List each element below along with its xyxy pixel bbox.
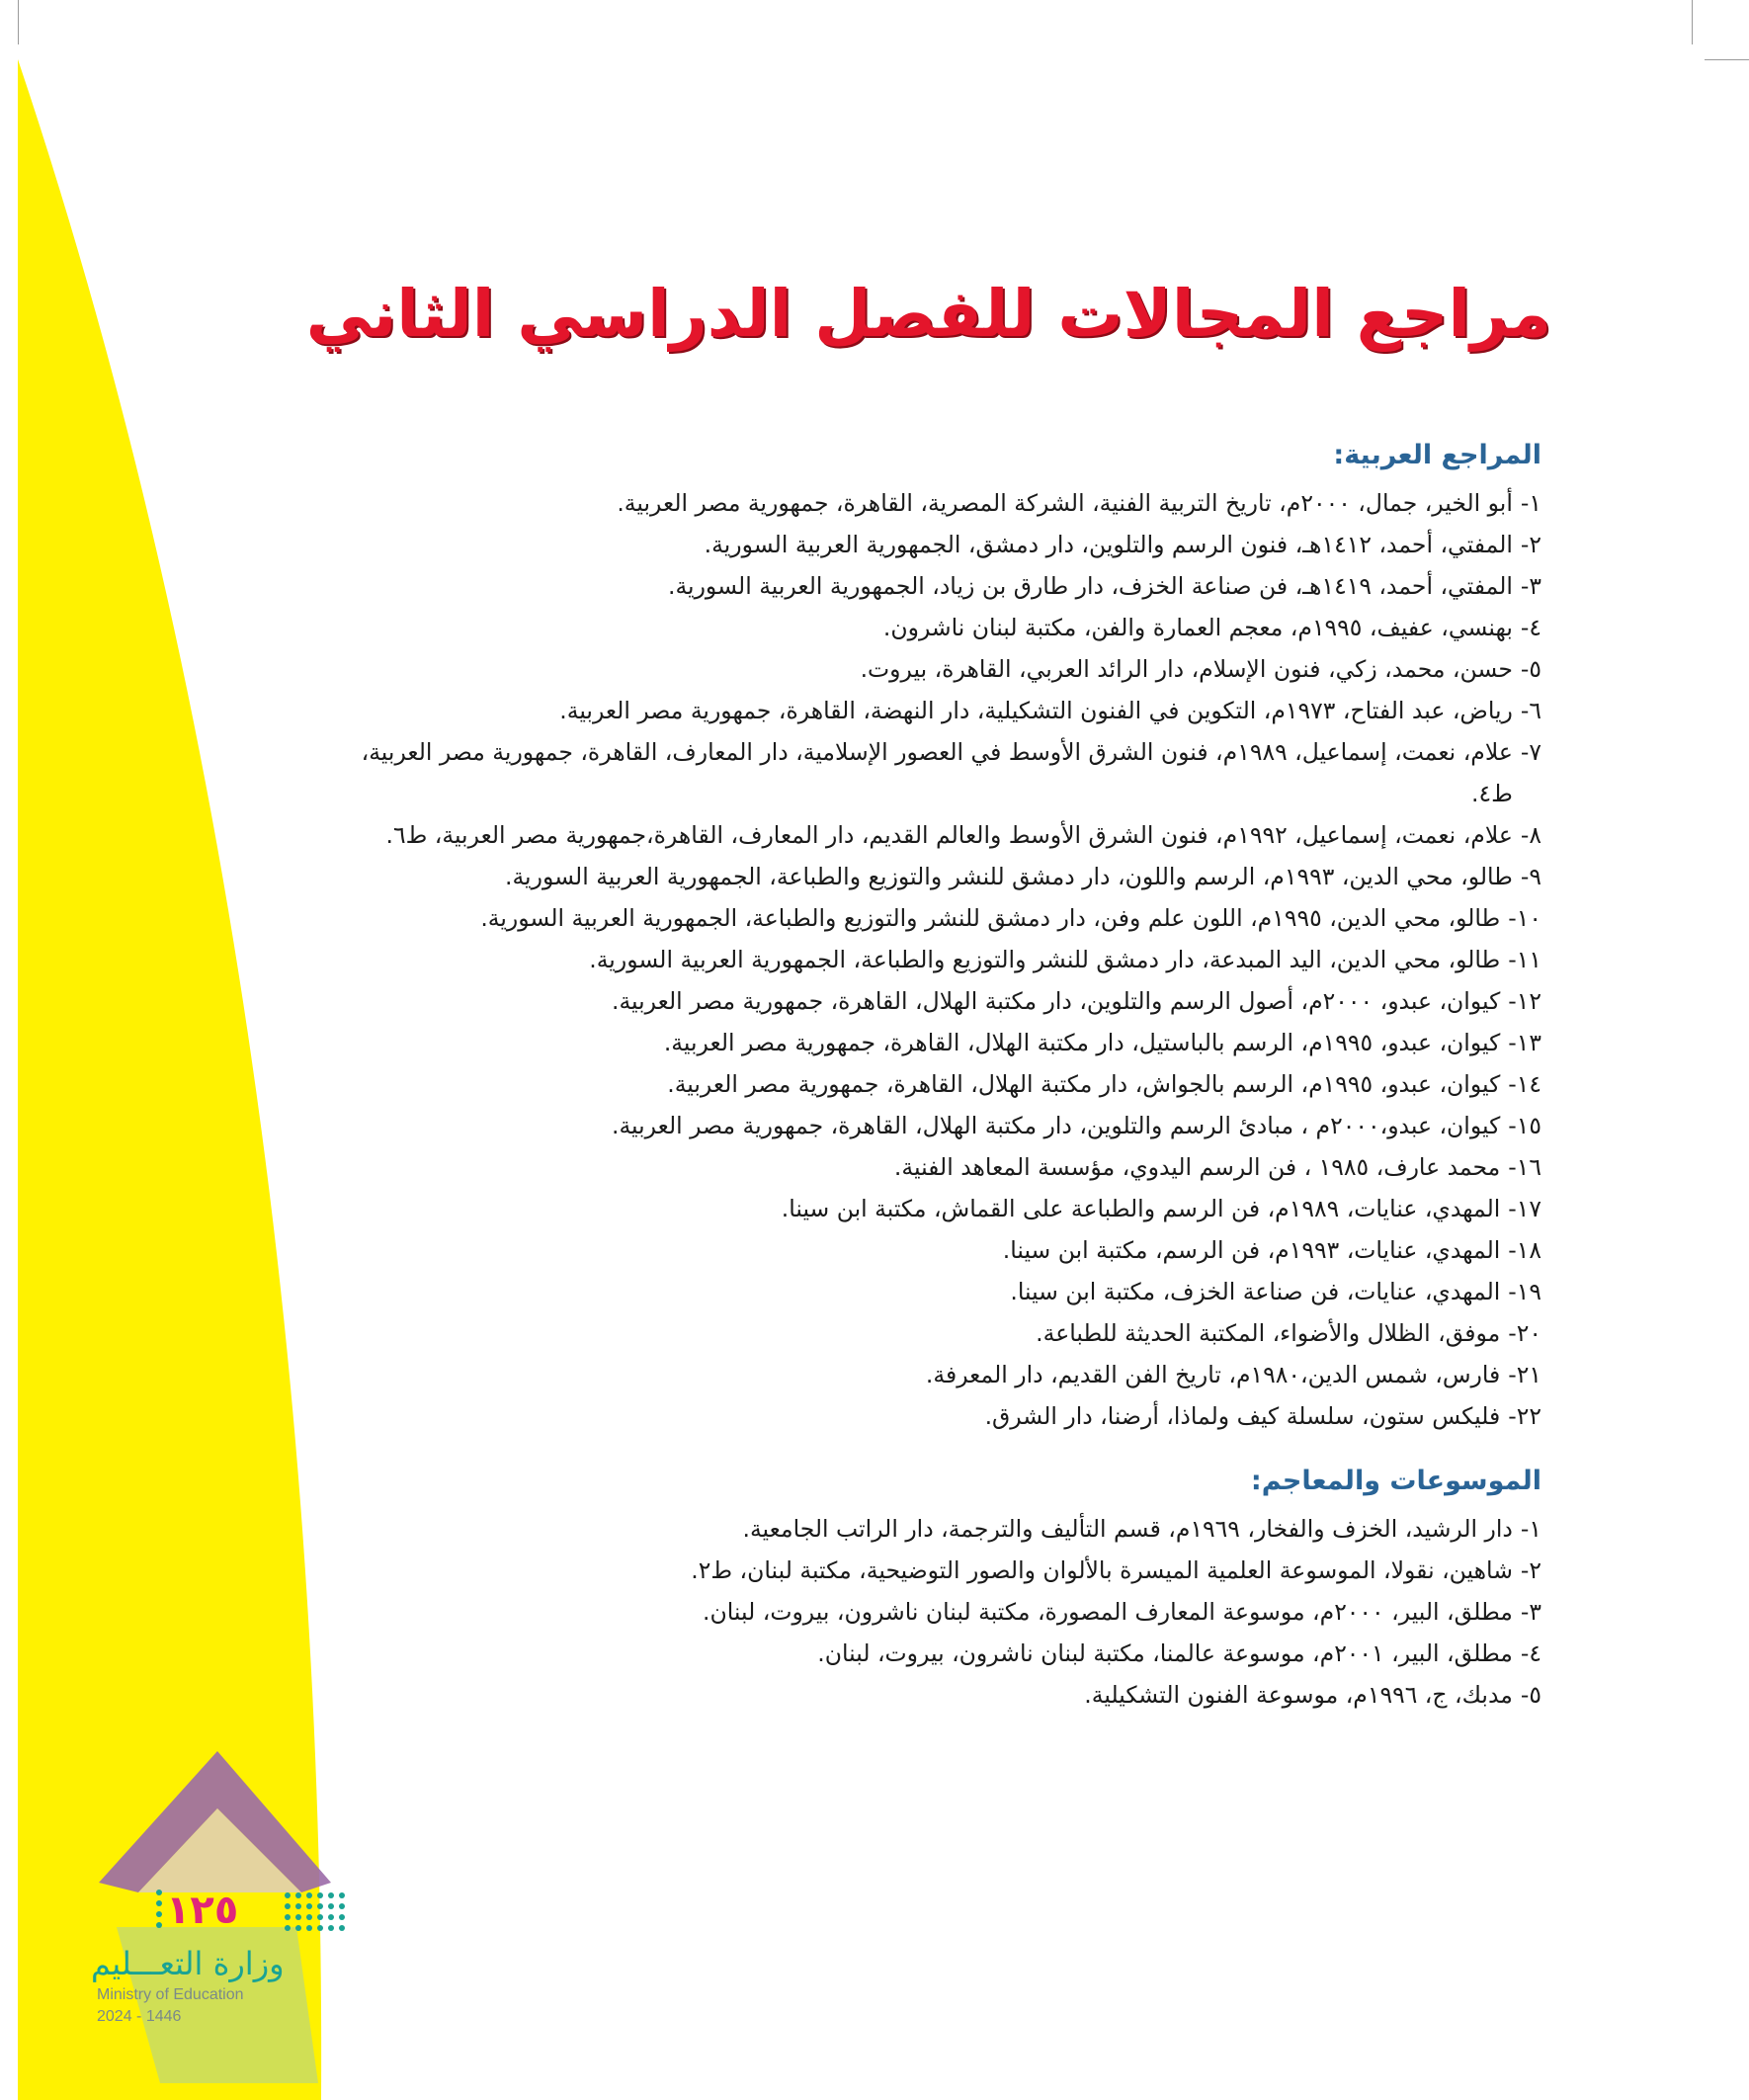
list-item-number: ٨- <box>1520 820 1541 849</box>
list-item-number: ٩- <box>1520 862 1541 890</box>
list-item-number: ٢٢- <box>1508 1401 1541 1430</box>
list-item-text: طالو، محي الدين، ١٩٩٣م، الرسم واللون، دار دمشق للنشر والتوزيع والطباعة، الجمهورية العربية السورية. <box>504 862 1513 890</box>
list-item-text: كيوان، عبدو، ٢٠٠٠م، أصول الرسم والتلوين، دار مكتبة الهلال، القاهرة، جمهورية مصر العربية. <box>611 986 1501 1015</box>
list-item-text: مطلق، البير، ٢٠٠٠م، موسوعة المعارف المصورة، مكتبة لبنان ناشرون، بيروت، لبنان. <box>703 1597 1513 1626</box>
list-item-text: رياض، عبد الفتاح، ١٩٧٣م، التكوين في الفنون التشكيلية، دار النهضة، القاهرة، جمهورية مصر العربية. <box>559 696 1513 724</box>
list-item <box>326 607 1541 648</box>
list-item-text: المهدي، عنايات، ١٩٩٣م، فن الرسم، مكتبة ابن سينا. <box>1002 1235 1501 1264</box>
logo-dot-column-icon <box>156 1890 162 1928</box>
list-item <box>326 1550 1541 1591</box>
list-item-number: ١٧- <box>1508 1194 1541 1222</box>
page-number: ١٢٥ <box>166 1888 239 1933</box>
list-item-text: المفتي، أحمد، ١٤١٢هـ، فنون الرسم والتلوين، دار دمشق، الجمهورية العربية السورية. <box>704 530 1513 558</box>
list-item-text: فارس، شمس الدين،١٩٨٠م، تاريخ الفن القديم، دار المعرفة. <box>925 1360 1501 1388</box>
list-item-text: شاهين، نقولا، الموسوعة العلمية الميسرة بالألوان والصور التوضيحية، مكتبة لبنان، ط٢. <box>691 1555 1513 1584</box>
list-item-number: ١٢- <box>1508 986 1541 1015</box>
list-item <box>326 856 1541 897</box>
list-item-text: طالو، محي الدين، اليد المبدعة، دار دمشق للنشر والتوزيع والطباعة، الجمهورية العربية السورية. <box>589 945 1501 973</box>
list-item-text: موفق، الظلال والأضواء، المكتبة الحديثة للطباعة. <box>1036 1318 1501 1347</box>
list-item-number: ١٨- <box>1508 1235 1541 1264</box>
list-item <box>326 1674 1541 1716</box>
list-item-text: كيوان، عبدو، ١٩٩٥م، الرسم بالجواش، دار مكتبة الهلال، القاهرة، جمهورية مصر العربية. <box>667 1069 1501 1098</box>
list-item-text: حسن، محمد، زكي، فنون الإسلام، دار الرائد العربي، القاهرة، بيروت. <box>860 654 1513 683</box>
list-item <box>326 939 1541 980</box>
year-label: 2024 - 1446 <box>97 2008 182 2025</box>
list-item-number: ١٤- <box>1508 1069 1541 1098</box>
list-item <box>326 980 1541 1022</box>
list-item-text: علام، نعمت، إسماعيل، ١٩٨٩م، فنون الشرق الأوسط في العصور الإسلامية، دار المعارف، القاهرة، جمهورية مصر العربية، ط٤. <box>361 737 1513 807</box>
list-item-number: ١٥- <box>1508 1111 1541 1139</box>
list-item-number: ٢١- <box>1508 1360 1541 1388</box>
yellow-leaf-band <box>18 59 321 2100</box>
list-item-number: ١- <box>1520 488 1541 517</box>
list-item <box>326 1395 1541 1437</box>
list-item-text: طالو، محي الدين، ١٩٩٥م، اللون علم وفن، دار دمشق للنشر والتوزيع والطباعة، الجمهورية العربية السورية. <box>480 903 1501 932</box>
section-arabic-references <box>326 437 1541 1437</box>
list-item <box>326 1508 1541 1550</box>
list-item-number: ٥- <box>1520 1680 1541 1709</box>
section-spacer <box>326 1437 1541 1463</box>
encyclopedias-list <box>326 1508 1541 1716</box>
list-item <box>326 1312 1541 1354</box>
page-title: مراجع المجالات للفصل الدراسي الثاني <box>305 276 1551 352</box>
list-item-number: ٢- <box>1520 530 1541 558</box>
references-content <box>326 437 1541 1716</box>
list-item-number: ٣- <box>1520 571 1541 600</box>
list-item-number: ٤- <box>1520 613 1541 641</box>
list-item <box>326 648 1541 690</box>
list-item-number: ٦- <box>1520 696 1541 724</box>
list-item-text: أبو الخير، جمال، ٢٠٠٠م، تاريخ التربية الفنية، الشركة المصرية، القاهرة، جمهورية مصر العربية. <box>617 488 1513 517</box>
list-item-text: مدبك، ج، ١٩٩٦م، موسوعة الفنون التشكيلية. <box>1084 1680 1513 1709</box>
list-item <box>326 1063 1541 1105</box>
list-item <box>326 524 1541 565</box>
list-item <box>326 1146 1541 1188</box>
list-item <box>326 897 1541 939</box>
list-item <box>326 814 1541 856</box>
section-heading-encyclopedias: الموسوعات والمعاجم: <box>1250 1465 1541 1496</box>
list-item-number: ٢٠- <box>1508 1318 1541 1347</box>
list-item-number: ٤- <box>1520 1638 1541 1667</box>
list-item-number: ١٩- <box>1508 1277 1541 1305</box>
section-encyclopedias <box>326 1463 1541 1716</box>
list-item-number: ١٦- <box>1508 1152 1541 1181</box>
list-item-number: ٧- <box>1520 737 1541 766</box>
list-item <box>326 1633 1541 1674</box>
list-item-text: المهدي، عنايات، فن صناعة الخزف، مكتبة ابن سينا. <box>1010 1277 1501 1305</box>
list-item <box>326 1022 1541 1063</box>
list-item-number: ١٠- <box>1508 903 1541 932</box>
list-item-number: ٣- <box>1520 1597 1541 1626</box>
list-item-text: دار الرشيد، الخزف والفخار، ١٩٦٩م، قسم التأليف والترجمة، دار الراتب الجامعية. <box>742 1514 1513 1543</box>
list-item <box>326 1354 1541 1395</box>
list-item <box>326 1188 1541 1229</box>
logo-dot-grid-icon <box>285 1892 345 1931</box>
list-item-number: ٥- <box>1520 654 1541 683</box>
list-item-number: ٢- <box>1520 1555 1541 1584</box>
list-item <box>326 1229 1541 1271</box>
ministry-name-arabic: وزارة التعـــليم <box>91 1945 285 1982</box>
list-item-text: كيوان، عبدو، ١٩٩٥م، الرسم بالباستيل، دار مكتبة الهلال، القاهرة، جمهورية مصر العربية. <box>663 1028 1501 1056</box>
ministry-name-english: Ministry of Education <box>97 1986 244 2003</box>
list-item-text: بهنسي، عفيف، ١٩٩٥م، معجم العمارة والفن، مكتبة لبنان ناشرون. <box>882 613 1513 641</box>
list-item-text: فليكس ستون، سلسلة كيف ولماذا، أرضنا، دار الشرق. <box>984 1401 1501 1430</box>
list-item-text: كيوان، عبدو،٢٠٠٠م ، مبادئ الرسم والتلوين، دار مكتبة الهلال، القاهرة، جمهورية مصر العربية. <box>611 1111 1501 1139</box>
list-item-number: ١- <box>1520 1514 1541 1543</box>
list-item <box>326 565 1541 607</box>
list-item-text: علام، نعمت، إسماعيل، ١٩٩٢م، فنون الشرق الأوسط والعالم القديم، دار المعارف، القاهرة،جمهورية مصر العربية، ط٦. <box>385 820 1513 849</box>
list-item-number: ١٣- <box>1508 1028 1541 1056</box>
list-item <box>326 690 1541 731</box>
list-item-text: مطلق، البير، ٢٠٠١م، موسوعة عالمنا، مكتبة لبنان ناشرون، بيروت، لبنان. <box>817 1638 1513 1667</box>
list-item <box>326 731 1541 814</box>
list-item <box>326 1105 1541 1146</box>
list-item-text: محمد عارف، ١٩٨٥ ، فن الرسم اليدوي، مؤسسة المعاهد الفنية. <box>893 1152 1501 1181</box>
list-item <box>326 1271 1541 1312</box>
list-item-text: المفتي، أحمد، ١٤١٩هـ، فن صناعة الخزف، دار طارق بن زياد، الجمهورية العربية السورية. <box>667 571 1513 600</box>
section-heading-arabic-references: المراجع العربية: <box>1333 440 1541 470</box>
arabic-references-list <box>326 482 1541 1437</box>
list-item-number: ١١- <box>1508 945 1541 973</box>
list-item <box>326 1591 1541 1633</box>
list-item <box>326 482 1541 524</box>
list-item-text: المهدي، عنايات، ١٩٨٩م، فن الرسم والطباعة على القماش، مكتبة ابن سينا. <box>781 1194 1501 1222</box>
